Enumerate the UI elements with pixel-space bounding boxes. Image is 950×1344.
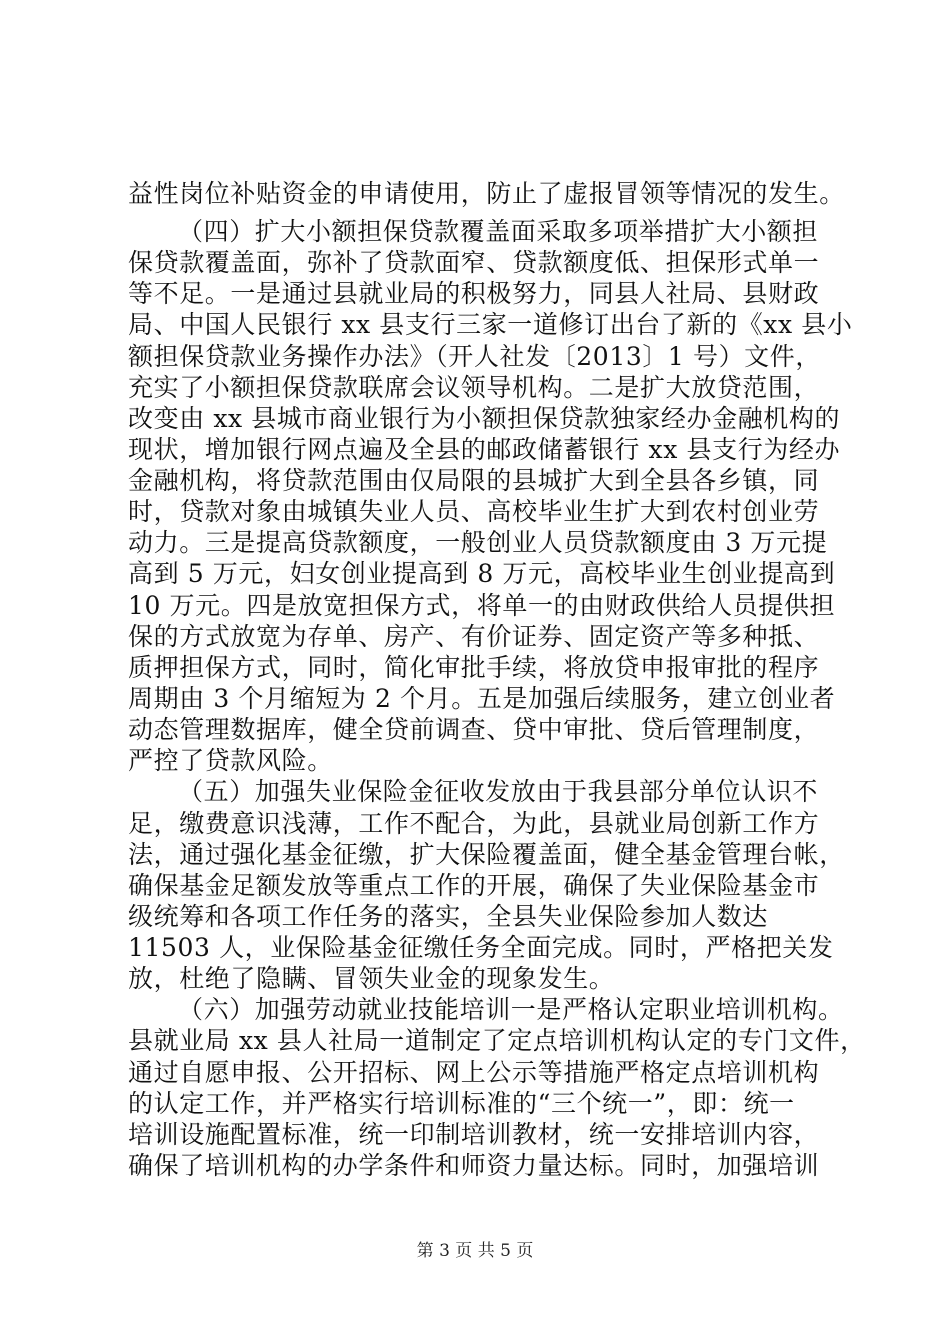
- text-line: 培训设施配置标准，统一印制培训教材，统一安排培训内容，: [128, 1120, 820, 1149]
- text-line: 时，贷款对象由城镇失业人员、高校毕业生扩大到农村创业劳: [128, 497, 820, 526]
- text-line: 确保基金足额发放等重点工作的开展，确保了失业保险基金市: [128, 871, 820, 900]
- text-line: 通过自愿申报、公开招标、网上公示等措施严格定点培训机构: [128, 1058, 820, 1087]
- text-line: 动态管理数据库，健全贷前调查、贷中审批、贷后管理制度，: [128, 715, 820, 744]
- text-line: 益性岗位补贴资金的申请使用，防止了虚报冒领等情况的发生。: [128, 179, 845, 208]
- text-line: 周期由 3 个月缩短为 2 个月。五是加强后续服务，建立创业者: [128, 684, 836, 713]
- text-line: 额担保贷款业务操作办法》（开人社发〔2013〕1 号）文件，: [128, 342, 821, 371]
- text-line: 动力。三是提高贷款额度，一般创业人员贷款额度由 3 万元提: [128, 528, 828, 557]
- text-line: 等不足。一是通过县就业局的积极努力，同县人社局、县财政: [128, 279, 820, 308]
- paragraph-heading-4: （四）扩大小额担保贷款覆盖面采取多项举措扩大小额担: [178, 217, 819, 246]
- text-line: 10 万元。四是放宽担保方式，将单一的由财政供给人员提供担: [128, 591, 836, 620]
- text-line: 保的方式放宽为存单、房产、有价证券、固定资产等多种抵、: [128, 622, 820, 651]
- text-line: 保贷款覆盖面，弥补了贷款面窄、贷款额度低、担保形式单一: [128, 248, 820, 277]
- text-line: 级统筹和各项工作任务的落实，全县失业保险参加人数达: [128, 902, 769, 931]
- text-line: 县就业局 xx 县人社局一道制定了定点培训机构认定的专门文件，: [128, 1026, 866, 1055]
- text-line: 金融机构，将贷款范围由仅局限的县城扩大到全县各乡镇，同: [128, 466, 820, 495]
- text-line: 确保了培训机构的办学条件和师资力量达标。同时，加强培训: [128, 1151, 820, 1180]
- text-line: 充实了小额担保贷款联席会议领导机构。二是扩大放贷范围，: [128, 373, 820, 402]
- text-line: 放，杜绝了隐瞒、冒领失业金的现象发生。: [128, 964, 615, 993]
- text-line: 足，缴费意识浅薄，工作不配合，为此，县就业局创新工作方: [128, 809, 820, 838]
- text-line: 法，通过强化基金征缴，扩大保险覆盖面，健全基金管理台帐，: [128, 840, 845, 869]
- page-number-footer: 第 3 页 共 5 页: [416, 1241, 534, 1261]
- paragraph-heading-6: （六）加强劳动就业技能培训一是严格认定职业培训机构。: [178, 995, 844, 1024]
- text-line: 局、中国人民银行 xx 县支行三家一道修订出台了新的《xx 县小: [128, 310, 853, 339]
- text-line: 质押担保方式，同时，简化审批手续，将放贷申报审批的程序: [128, 653, 820, 682]
- text-line: 高到 5 万元，妇女创业提高到 8 万元，高校毕业生创业提高到: [128, 559, 836, 588]
- text-line: 11503 人，业保险基金征缴任务全面完成。同时，严格把关发: [128, 933, 834, 962]
- text-line: 现状，增加银行网点遍及全县的邮政储蓄银行 xx 县支行为经办: [128, 435, 841, 464]
- text-line: 的认定工作，并严格实行培训标准的“三个统一”，即：统一: [128, 1089, 795, 1118]
- text-line: 严控了贷款风险。: [128, 746, 333, 775]
- text-line: 改变由 xx 县城市商业银行为小额担保贷款独家经办金融机构的: [128, 404, 841, 433]
- paragraph-heading-5: （五）加强失业保险金征收发放由于我县部分单位认识不: [178, 777, 819, 806]
